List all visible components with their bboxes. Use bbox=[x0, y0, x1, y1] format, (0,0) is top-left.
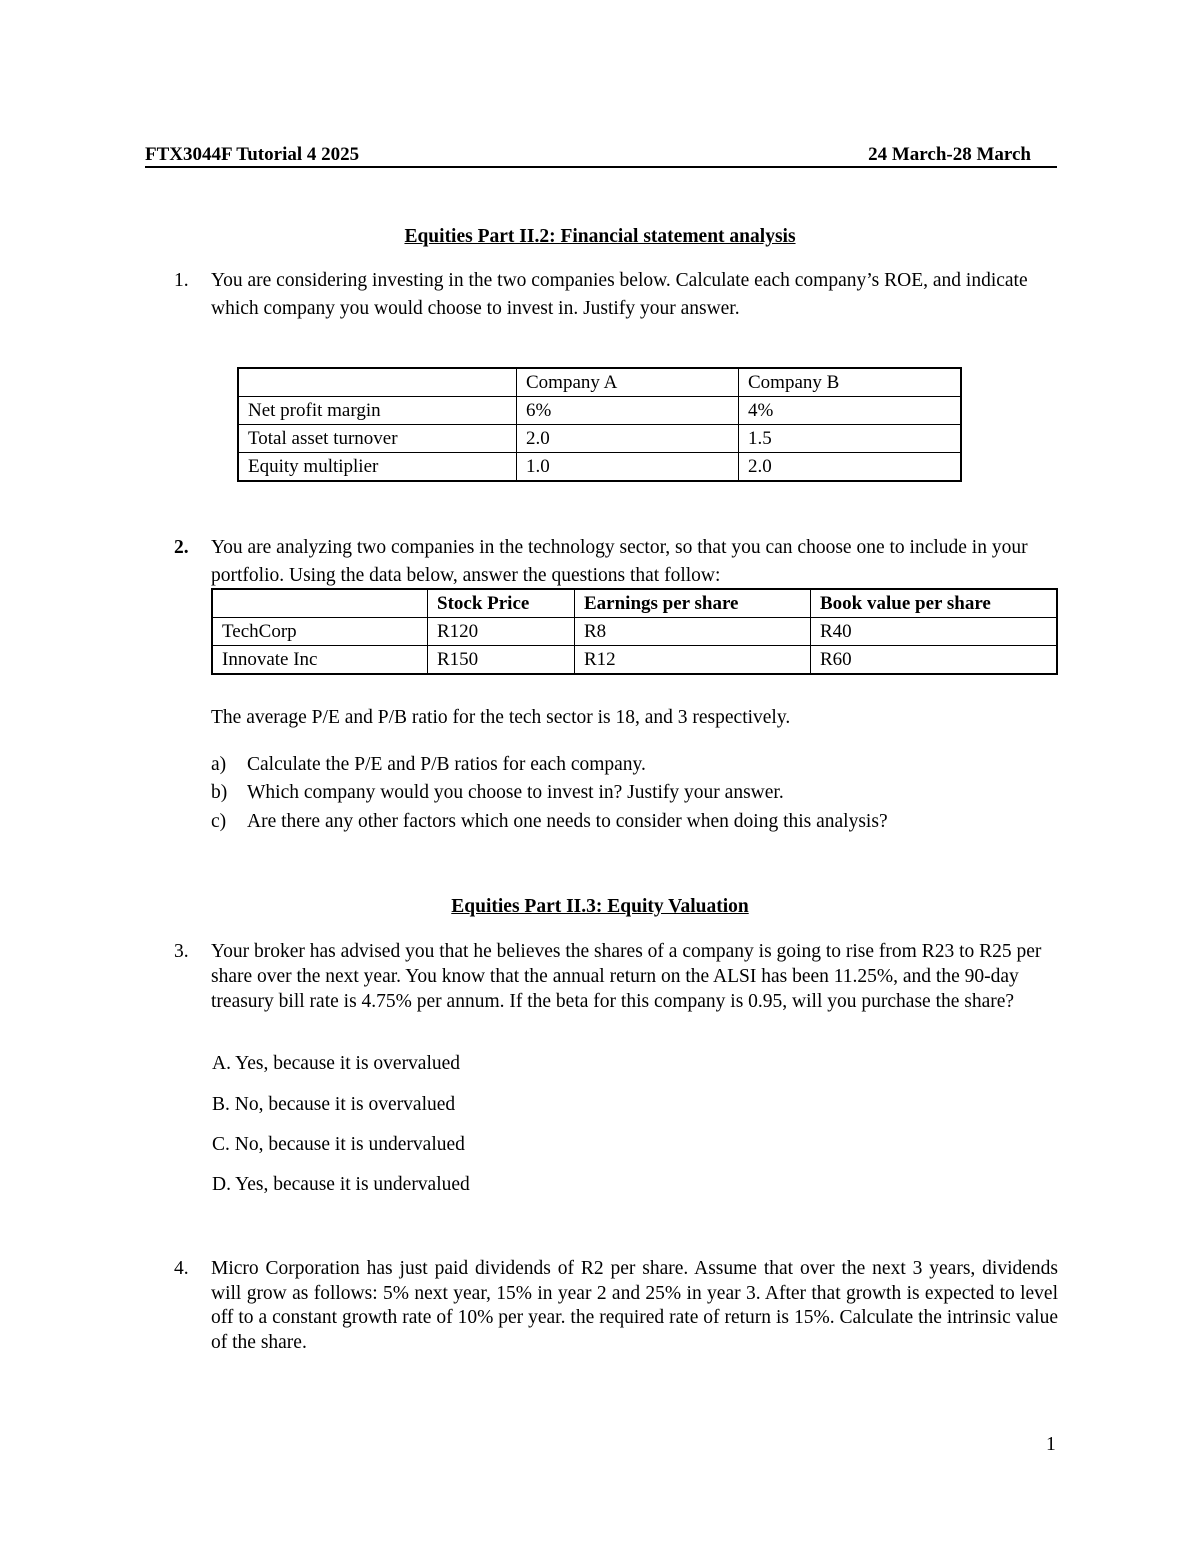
table-cell: 4% bbox=[739, 397, 962, 425]
list-item bbox=[211, 779, 784, 807]
question-text: Micro Corporation has just paid dividends of R2 per share. Assume that over the next 3 years, dividends will grow as follows: 5% next year, 15% in year 2 and 25% in year 3. After that growth is expected to level off to a constant growth rate of 10% per year. the required rate of return is 15%. Calculate the intrinsic value of the share. bbox=[211, 1258, 1058, 1353]
table-header-row bbox=[212, 589, 1057, 618]
table-cell: Net profit margin bbox=[238, 397, 517, 425]
table-header-cell bbox=[212, 589, 428, 618]
table-header-cell: Book value per share bbox=[811, 589, 1058, 618]
table-cell: 1.0 bbox=[517, 453, 739, 482]
table-cell: R60 bbox=[811, 646, 1058, 675]
table-row bbox=[238, 425, 961, 453]
table-cell: Equity multiplier bbox=[238, 453, 517, 482]
sector-average-note: The average P/E and P/B ratio for the tech sector is 18, and 3 respectively. bbox=[211, 707, 791, 728]
roe-table bbox=[237, 367, 962, 482]
answer-option-a: A. Yes, because it is overvalued bbox=[212, 1053, 461, 1074]
table-cell: 1.5 bbox=[739, 425, 962, 453]
table-cell: Total asset turnover bbox=[238, 425, 517, 453]
list-text: Are there any other factors which one needs to consider when doing this analysis? bbox=[247, 811, 888, 832]
question-text: You are considering investing in the two companies below. Calculate each company’s ROE, and indicate which company you would choose to invest in. Justify your answer. bbox=[211, 270, 1028, 319]
list-label: b) bbox=[211, 782, 228, 803]
table-cell: 2.0 bbox=[517, 425, 739, 453]
list-label: a) bbox=[211, 754, 227, 775]
question-number: 1. bbox=[174, 270, 189, 291]
table-cell: 2.0 bbox=[739, 453, 962, 482]
table-row bbox=[238, 397, 961, 425]
date-range: 24 March-28 March bbox=[868, 144, 1031, 165]
list-text: Calculate the P/E and P/B ratios for each company. bbox=[247, 754, 646, 775]
table-cell: R40 bbox=[811, 618, 1058, 646]
list-item bbox=[211, 808, 888, 836]
table-cell: Innovate Inc bbox=[212, 646, 428, 675]
table-cell bbox=[238, 368, 517, 397]
answer-option-b: B. No, because it is overvalued bbox=[212, 1094, 456, 1115]
table-cell: TechCorp bbox=[212, 618, 428, 646]
list-label: c) bbox=[211, 811, 227, 832]
table-row bbox=[238, 453, 961, 482]
question-number: 3. bbox=[174, 941, 189, 962]
course-title: FTX3044F Tutorial 4 2025 bbox=[145, 144, 360, 165]
table-row bbox=[212, 646, 1057, 675]
table-cell: Company B bbox=[739, 368, 962, 397]
table-cell: R150 bbox=[428, 646, 575, 675]
section-title-financial-analysis: Equities Part II.2: Financial statement analysis bbox=[404, 226, 796, 247]
table-cell: R120 bbox=[428, 618, 575, 646]
list-text: Which company would you choose to invest in? Justify your answer. bbox=[247, 782, 784, 803]
table-cell: R12 bbox=[575, 646, 811, 675]
table-header-row bbox=[238, 368, 961, 397]
answer-option-c: C. No, because it is undervalued bbox=[212, 1134, 465, 1155]
question-text: You are analyzing two companies in the technology sector, so that you can choose one to include in your portfolio. Using the data below, answer the questions that follow: bbox=[211, 537, 1028, 586]
question-text: Your broker has advised you that he believes the shares of a company is going to rise from R23 to R25 per share over the next year. You know that the annual return on the ALSI has been 11.25%, and the 90-day treasury bill rate is 4.75% per annum. If the beta for this company is 0.95, will you purchase the share? bbox=[211, 941, 1042, 1012]
page-number: 1 bbox=[1046, 1434, 1056, 1455]
page-header bbox=[145, 144, 1057, 168]
table-header-cell: Stock Price bbox=[428, 589, 575, 618]
table-header-cell: Earnings per share bbox=[575, 589, 811, 618]
question-number: 2. bbox=[174, 537, 189, 558]
answer-option-d: D. Yes, because it is undervalued bbox=[212, 1174, 470, 1195]
table-cell: R8 bbox=[575, 618, 811, 646]
list-item bbox=[211, 751, 646, 779]
table-cell: 6% bbox=[517, 397, 739, 425]
table-cell: Company A bbox=[517, 368, 739, 397]
section-title-equity-valuation: Equities Part II.3: Equity Valuation bbox=[451, 896, 749, 917]
valuation-table bbox=[211, 588, 1058, 675]
table-row bbox=[212, 618, 1057, 646]
question-number: 4. bbox=[174, 1258, 189, 1279]
